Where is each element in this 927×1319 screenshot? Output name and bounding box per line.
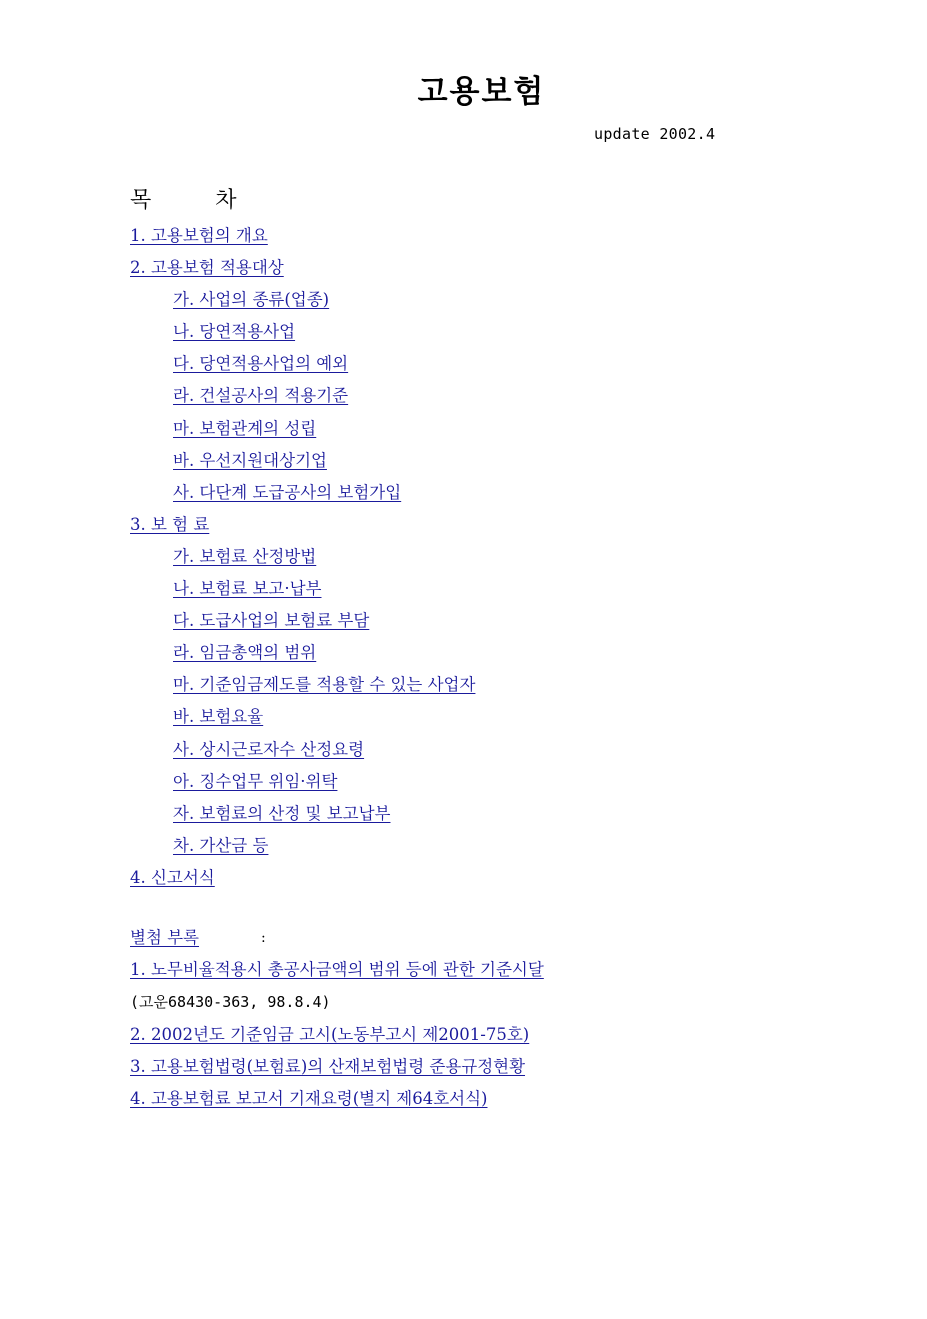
appendix-item: [130, 1055, 544, 1087]
toc-subitem: [130, 673, 475, 705]
appendix-list: [130, 926, 544, 1119]
toc-link[interactable]: 1. 고용보험의 개요: [130, 226, 268, 245]
table-of-contents: [130, 224, 475, 898]
page-title: 고용보험: [417, 74, 546, 110]
appendix-heading-link[interactable]: 별첨 부록: [130, 928, 200, 947]
toc-link[interactable]: 자. 보험료의 산정 및 보고납부: [173, 803, 391, 823]
toc-item: [130, 256, 475, 288]
toc-link[interactable]: 다. 당연적용사업의 예외: [173, 354, 349, 374]
toc-heading-second: 차: [215, 188, 237, 213]
toc-link[interactable]: 바. 보험요율: [173, 707, 264, 727]
toc-link[interactable]: 마. 보험관계의 성립: [173, 418, 317, 438]
appendix-item: [130, 1023, 544, 1055]
appendix-heading-row: [130, 926, 544, 958]
toc-link[interactable]: 마. 기준임금제도를 적용할 수 있는 사업자: [173, 675, 476, 695]
appendix-item: [130, 1087, 544, 1119]
toc-subitem: [130, 352, 475, 384]
toc-link[interactable]: 라. 건설공사의 적용기준: [173, 386, 349, 406]
toc-link[interactable]: 차. 가산금 등: [173, 835, 269, 855]
toc-subitem: [130, 545, 475, 577]
toc-link[interactable]: 나. 당연적용사업: [173, 322, 296, 342]
toc-item: [130, 513, 475, 545]
appendix-link[interactable]: 1. 노무비율적용시 총공사금액의 범위 등에 관한 기준시달: [130, 960, 544, 980]
appendix-note: (고운68430-363, 98.8.4): [130, 993, 331, 1012]
toc-subitem: [130, 577, 475, 609]
toc-heading-first: 목: [130, 188, 152, 213]
toc-link[interactable]: 사. 다단계 도급공사의 보험가입: [173, 482, 402, 502]
toc-subitem: [130, 834, 475, 866]
toc-item: [130, 866, 475, 898]
appendix-link[interactable]: 2. 2002년도 기준임금 고시(노동부고시 제2001-75호): [130, 1024, 530, 1044]
toc-subitem: [130, 417, 475, 449]
toc-link[interactable]: 가. 보험료 산정방법: [173, 546, 317, 566]
toc-subitem: [130, 481, 475, 513]
toc-link[interactable]: 다. 도급사업의 보험료 부담: [173, 611, 370, 631]
toc-link[interactable]: 나. 보험료 보고·납부: [173, 579, 322, 599]
toc-link[interactable]: 사. 상시근로자수 산정요령: [173, 739, 365, 759]
toc-link[interactable]: 2. 고용보험 적용대상: [130, 258, 284, 278]
toc-subitem: [130, 609, 475, 641]
appendix-link[interactable]: 4. 고용보험료 보고서 기재요령(별지 제64호서식): [130, 1088, 488, 1108]
toc-link[interactable]: 바. 우선지원대상기업: [173, 450, 327, 470]
appendix-link[interactable]: 3. 고용보험법령(보험료)의 산재보험법령 준용규정현황: [130, 1056, 526, 1076]
toc-link[interactable]: 가. 사업의 종류(업종): [173, 290, 330, 310]
toc-subitem: [130, 705, 475, 737]
appendix-note-row: [130, 990, 544, 1022]
appendix-colon: :: [261, 930, 266, 946]
toc-heading: [130, 183, 237, 214]
toc-subitem: [130, 770, 475, 802]
toc-link[interactable]: 3. 보 험 료: [130, 514, 210, 534]
toc-subitem: [130, 320, 475, 352]
toc-subitem: [130, 288, 475, 320]
toc-subitem: [130, 802, 475, 834]
toc-link[interactable]: 라. 임금총액의 범위: [173, 643, 317, 663]
toc-subitem: [130, 641, 475, 673]
toc-link[interactable]: 아. 징수업무 위임·위탁: [173, 771, 338, 791]
toc-link[interactable]: 4. 신고서식: [130, 867, 215, 887]
update-date: update 2002.4: [594, 125, 716, 143]
toc-subitem: [130, 449, 475, 481]
toc-subitem: [130, 384, 475, 416]
toc-item: [130, 224, 475, 256]
appendix-item: [130, 958, 544, 990]
toc-subitem: [130, 738, 475, 770]
